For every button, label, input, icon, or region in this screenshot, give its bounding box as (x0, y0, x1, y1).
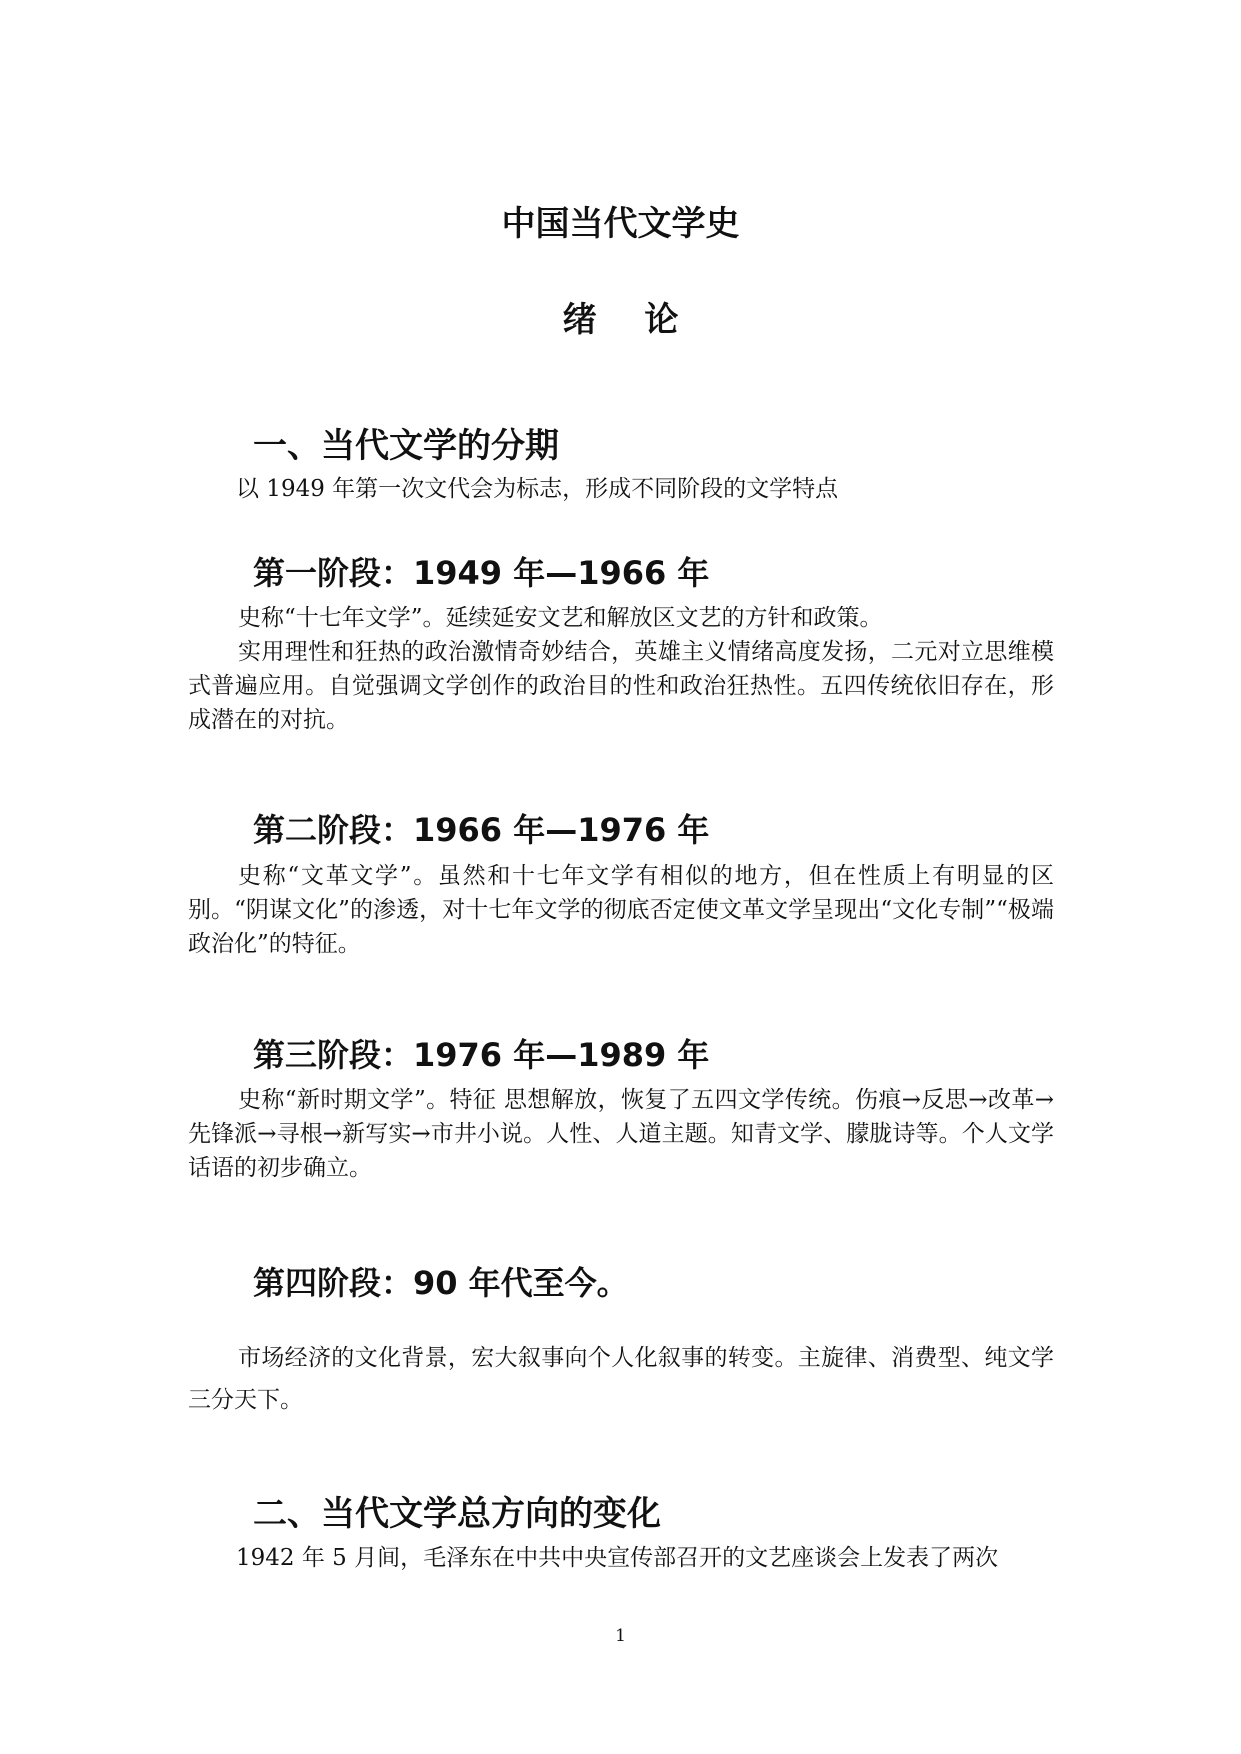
stage2-heading: 第二阶段：1966 年—1976 年 (253, 811, 710, 849)
section2-heading: 二、当代文学总方向的变化 (253, 1494, 661, 1534)
stage3-heading: 第三阶段：1976 年—1989 年 (253, 1036, 710, 1074)
section1-intro: 以 1949 年第一次文代会为标志，形成不同阶段的文学特点 (236, 476, 839, 502)
stage2-paragraph-1: 史称“文革文学”。虽然和十七年文学有相似的地方，但在性质上有明显的区别。“阴谋文化”的渗透，对十七年文学的彻底否定使文革文学呈现出“文化专制”“极端政治化”的特征。 (188, 863, 1054, 957)
stage3-paragraph-1: 史称“新时期文学”。特征 思想解放，恢复了五四文学传统。伤痕→反思→改革→先锋派→寻根→新写实→市井小说。人性、人道主题。知青文学、朦胧诗等。个人文学话语的初步确立。 (188, 1087, 1054, 1181)
introduction-title: 绪 论 (562, 300, 697, 340)
stage1-paragraph-2: 实用理性和狂热的政治激情奇妙结合，英雄主义情绪高度发扬，二元对立思维模式普遍应用。自觉强调文学创作的政治目的性和政治狂热性。五四传统依旧存在，形成潜在的对抗。 (188, 639, 1054, 733)
section1-heading: 一、当代文学的分期 (253, 426, 559, 466)
document-title: 中国当代文学史 (501, 204, 740, 244)
stage1-heading: 第一阶段：1949 年—1966 年 (253, 554, 710, 592)
stage1-paragraph-1: 史称“十七年文学”。延续延安文艺和解放区文艺的方针和政策。 (238, 605, 883, 631)
stage4-paragraph-1: 市场经济的文化背景，宏大叙事向个人化叙事的转变。主旋律、消费型、纯文学三分天下。 (188, 1345, 1054, 1413)
stage4-heading: 第四阶段：90 年代至今。 (253, 1264, 629, 1302)
section2-intro: 1942 年 5 月间，毛泽东在中共中央宣传部召开的文艺座谈会上发表了两次 (236, 1545, 999, 1571)
page-number: 1 (615, 1626, 626, 1646)
